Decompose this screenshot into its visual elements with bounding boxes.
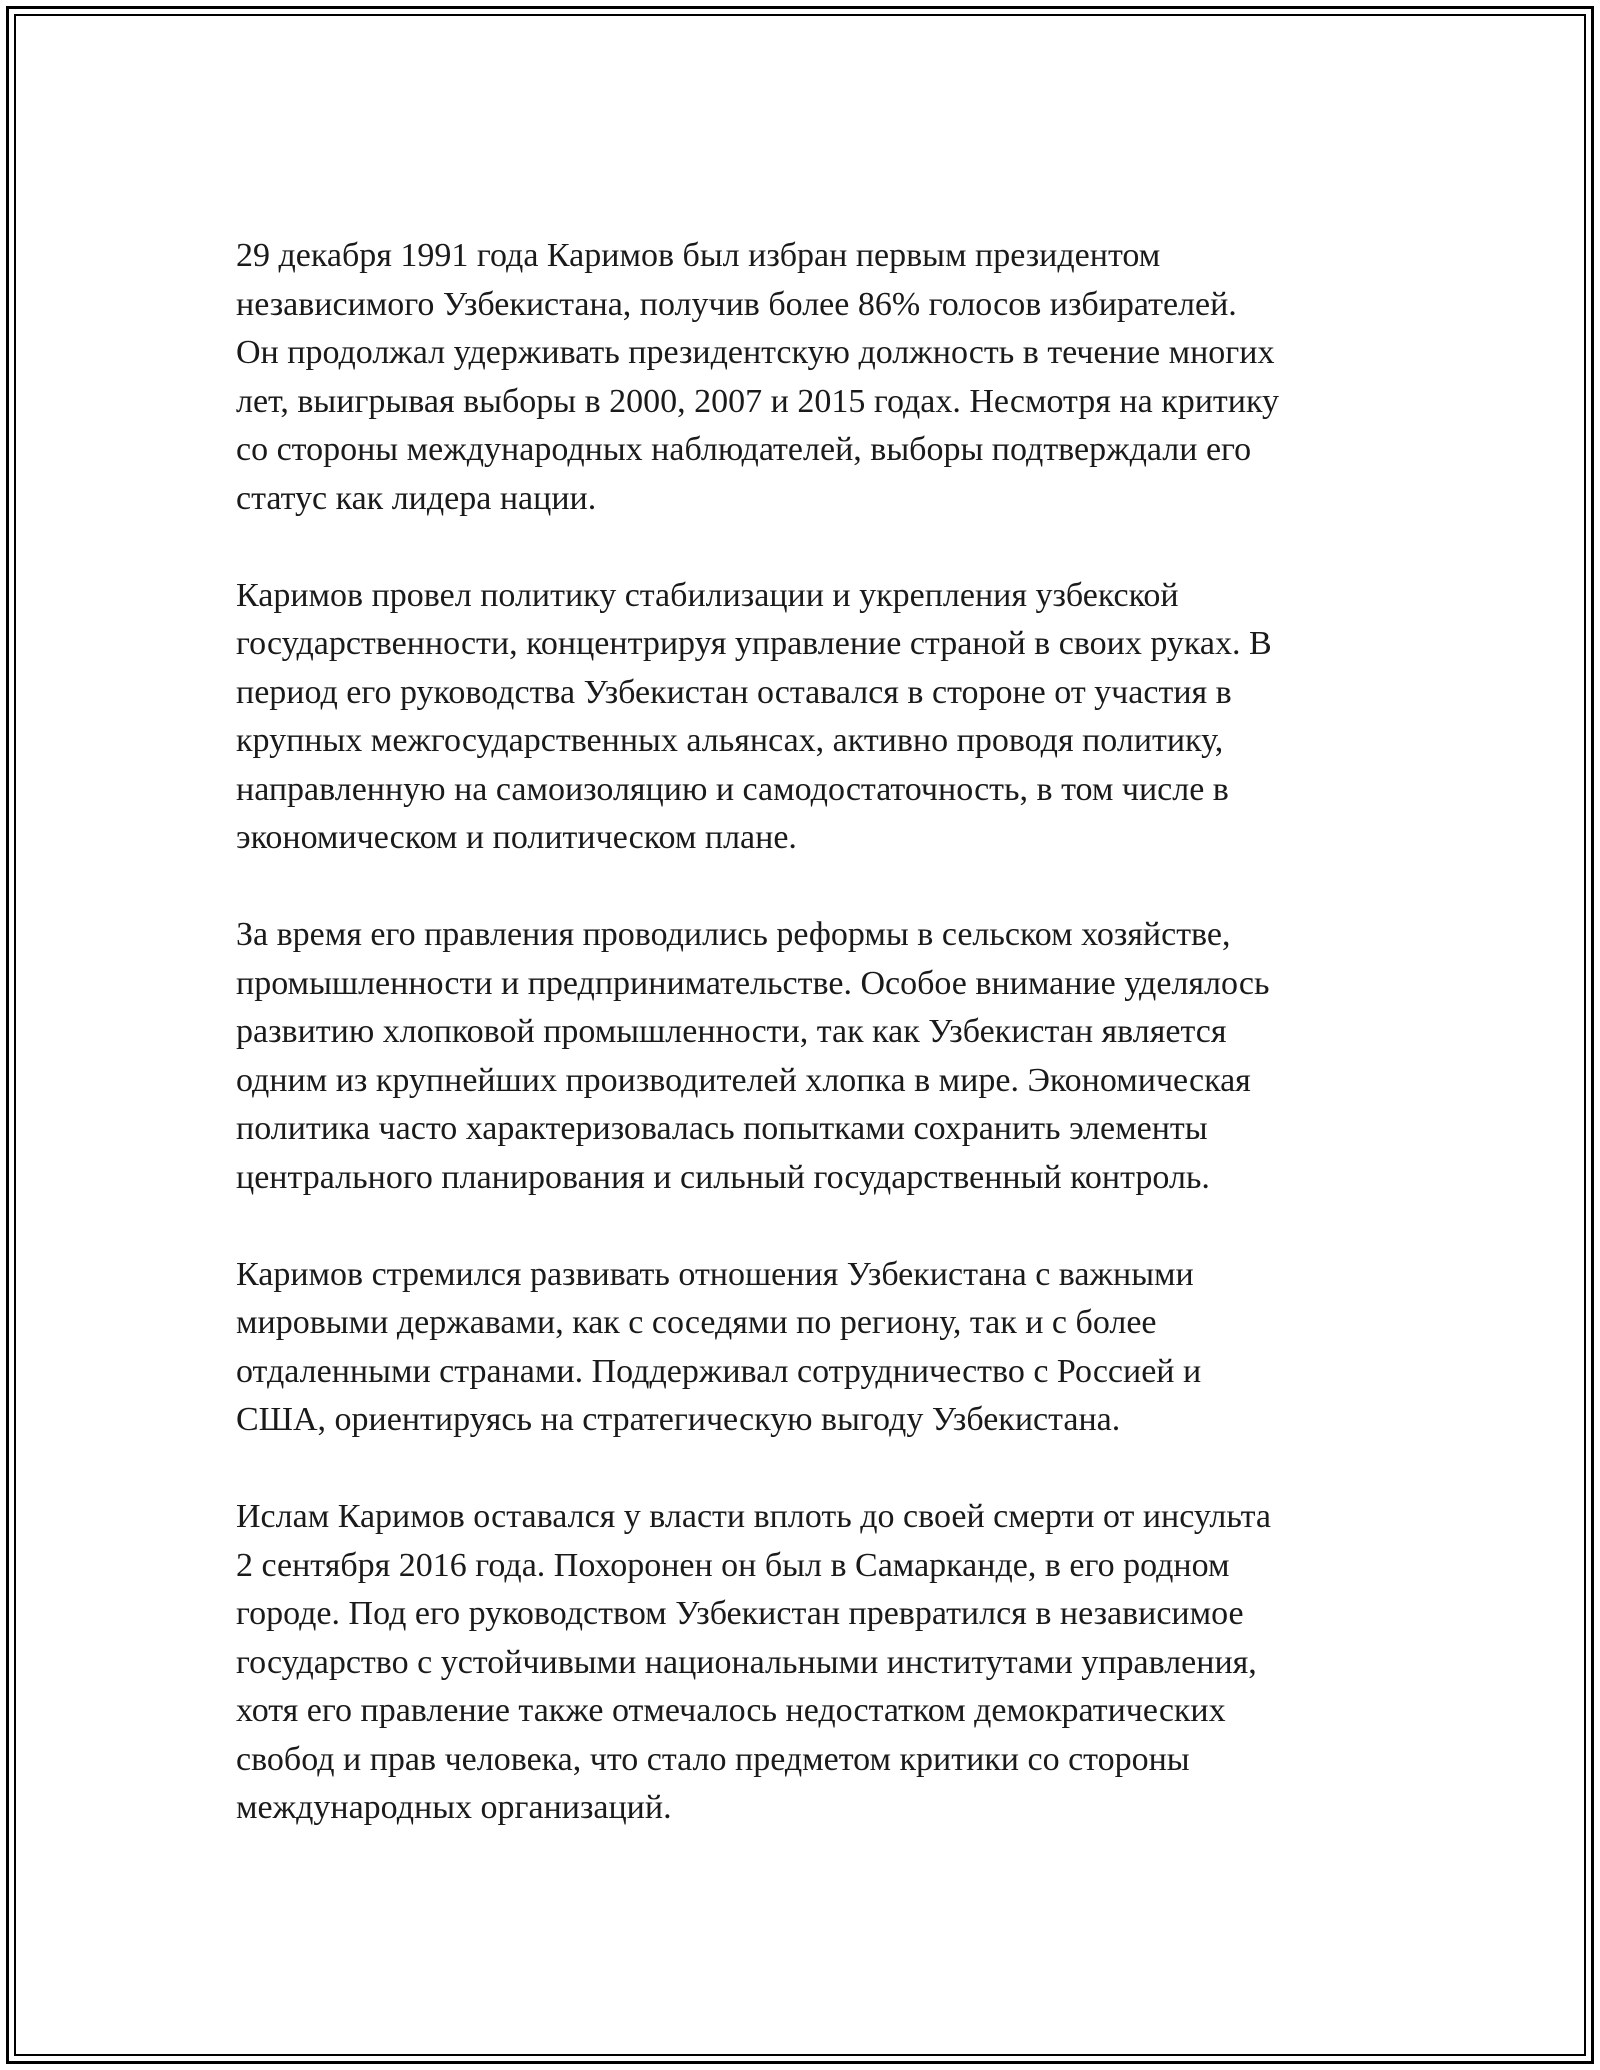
paragraph-foreign-relations: Каримов стремился развивать отношения Узбекистана с важными мировыми державами, как с соседями по региону, так и с более отдаленными странами. Поддерживал сотрудничество с Россией и США, ориентируясь на стратегическую выгоду Узбекистана. [236, 1255, 1202, 1438]
paragraph-election: 29 декабря 1991 года Каримов был избран первым президентом независимого Узбекистана, получив более 86% голосов избирателей. Он продолжал удерживать президентскую должность в течение многих лет, выигрывая выборы в 2000, 2007 и 2015 годах. Несмотря на критику со стороны международных наблюдателей, выборы подтверждали его статус как лидера нации. [236, 237, 1280, 517]
paragraph-reforms: За время его правления проводились реформы в сельском хозяйстве, промышленности и предпринимательстве. Особое внимание уделялось развитию хлопковой промышленности, так как Узбекистан является одним из крупнейших производителей хлопка в мире. Экономическая политика часто характеризовалась попытками сохранить элементы центрального планирования и сильный государственный контроль. [236, 916, 1270, 1196]
paragraph-death-legacy: Ислам Каримов оставался у власти вплоть до своей смерти от инсульта 2 сентября 2016 года. Похоронен он был в Самарканде, в его родном городе. Под его руководством Узбекистан превратился в независимое государство с устойчивыми национальными институтами управления, хотя его правление также отмечалось недостатком демократических свобод и прав человека, что стало предметом критики со стороны международных организаций. [236, 1498, 1271, 1826]
paragraph-stabilization-policy: Каримов провел политику стабилизации и укрепления узбекской государственности, концентрируя управление страной в своих руках. В период его руководства Узбекистан оставался в стороне от участия в крупных межгосударственных альянсах, активно проводя политику, направленную на самоизоляцию и самодостаточность, в том числе в экономическом и политическом плане. [236, 576, 1272, 856]
document-body [236, 232, 1396, 1833]
